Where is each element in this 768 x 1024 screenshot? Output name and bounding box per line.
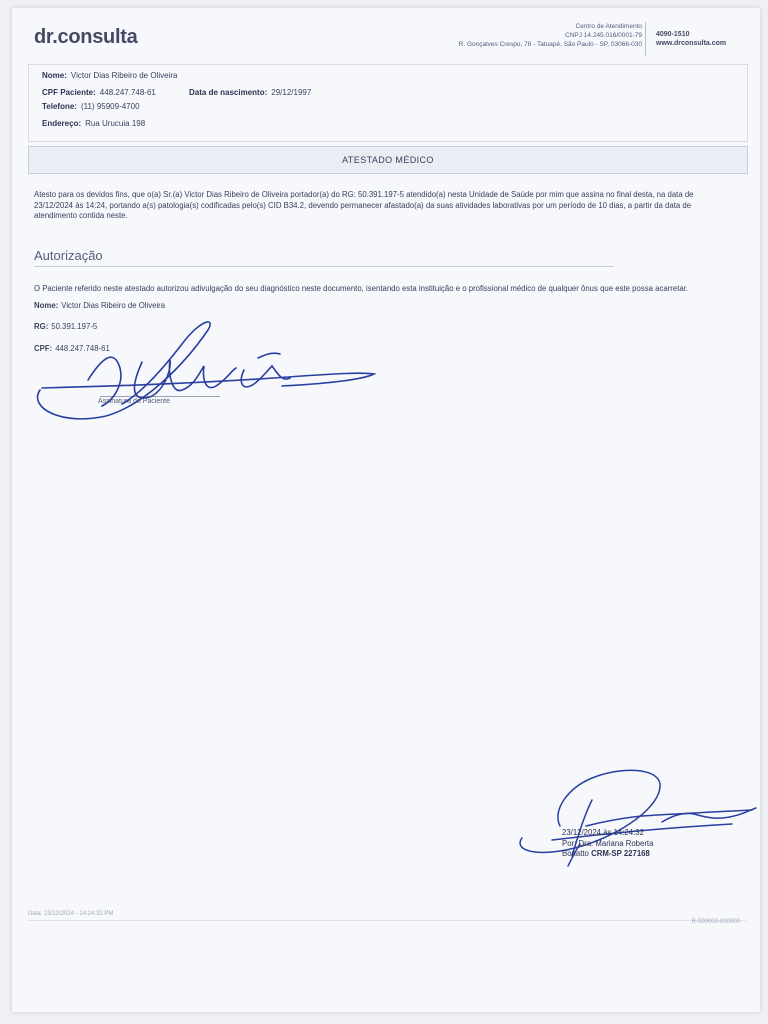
center-address: R. Gonçalves Crespo, 78 - Tatuapé, São Paulo - SP, 03066-030 [458, 41, 642, 48]
patient-phone-label: Telefone: [42, 102, 77, 111]
auth-name: Victor Dias Ribeiro de Oliveira [61, 301, 166, 310]
patient-cpf: 448.247.748-61 [99, 88, 156, 97]
header-divider [645, 22, 646, 56]
patient-name-label: Nome: [42, 71, 67, 80]
signature-datetime: 23/12/2024 às 14:24:32 [562, 828, 644, 837]
footer-code: R-000000-000000 [691, 919, 740, 925]
auth-cpf: 448.247.748-61 [55, 344, 110, 353]
authorization-text: O Paciente referido neste atestado autorizou adivulgação do seu diagnóstico neste documento, isentando esta instituição e o profissional médico de qualquer ônus que este possa acarretar. [34, 284, 689, 293]
header-center-info [459, 22, 642, 49]
authorization-heading: Autorização [34, 248, 103, 263]
auth-cpf-label: CPF: [34, 344, 53, 353]
patient-address: Rua Urucuia 198 [85, 119, 146, 128]
patient-signature-label: Assinatura do Paciente [98, 398, 170, 405]
patient-birth: 29/12/1997 [271, 88, 312, 97]
footer-divider [28, 920, 746, 921]
center-website: www.drconsulta.com [656, 40, 727, 47]
patient-phone-row [42, 102, 140, 111]
document-title: ATESTADO MÉDICO [28, 146, 748, 174]
patient-address-row [42, 119, 145, 128]
center-phone: 4090-1510 [656, 31, 690, 38]
patient-name-row [42, 71, 177, 80]
patient-signature-icon [22, 308, 392, 428]
authorization-divider [34, 266, 614, 267]
patient-birth-row [189, 88, 311, 97]
doctor-crm: CRM-SP 227168 [591, 849, 650, 858]
doctor-surname: Bonatto [562, 849, 589, 858]
doctor-info [562, 828, 653, 860]
patient-name: Victor Dias Ribeiro de Oliveira [70, 71, 178, 80]
doctor-name: Por: Dra. Mariana Roberta [562, 838, 654, 848]
brand-logo: dr.consulta [34, 26, 138, 48]
auth-rg: 50.391.197-5 [51, 322, 98, 331]
patient-address-label: Endereço: [42, 119, 82, 128]
doctor-crm-row [562, 849, 653, 860]
patient-cpf-label: CPF Paciente: [42, 88, 96, 97]
patient-birth-label: Data de nascimento: [189, 88, 268, 97]
header-contact [656, 30, 726, 48]
document-page [12, 8, 760, 1012]
patient-phone: (11) 95909-4700 [80, 102, 140, 111]
auth-name-label: Nome: [34, 301, 59, 310]
center-name: Centro de Atendimento [575, 23, 642, 30]
center-cnpj: CNPJ 14.245.016/0001-79 [565, 32, 642, 39]
patient-cpf-row [42, 88, 156, 97]
footer-date: Data: 23/12/2024 - 14:24:32 PM [28, 911, 114, 917]
auth-rg-label: RG: [34, 322, 49, 331]
certificate-body: Atesto para os devidos fins, que o(a) Sr.(a) Victor Dias Ribeiro de Oliveira portador(a) do RG: 50.391.197-5 atendido(a) nesta Unidade de Saúde por mim que assina no final desta, na data de 23/12/2024 às 14:24, portando a(s) patologia(s) codificadas pelo(s) CID B34.2, devendo permanecer afastado(a) da suas atividades laborativas por um período de 10 dias, a partir da data de atendimento contida neste. [34, 190, 694, 220]
